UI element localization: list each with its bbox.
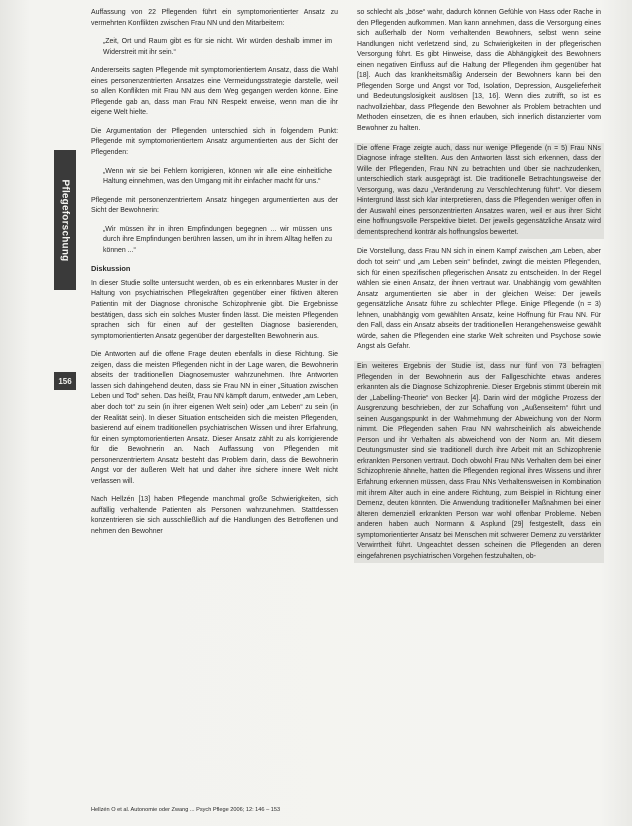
citation-footer: Hellzén O et al. Autonomie oder Zwang ... Psych Pflege 2006; 12: 146 – 153 bbox=[91, 807, 281, 813]
paragraph: Nach Hellzén [13] haben Pflegende manchmal große Schwierigkeiten, sich auffällig verhaltende Patienten als Personen wahrzunehmen. Stattdessen konzentrieren sie sich ausschließlich auf die Handlungen des Betroffenen und nehmen den Bewohner bbox=[91, 496, 338, 535]
section-tab bbox=[54, 150, 76, 290]
section-tab-label: Pflegeforschung bbox=[59, 179, 71, 261]
section-heading: Diskussion bbox=[91, 264, 131, 274]
right-column bbox=[357, 8, 601, 563]
left-column bbox=[91, 8, 338, 538]
paragraph: Pflegende mit personenzentriertem Ansatz hingegen argumentierten aus der Sicht der Bewohnerin: bbox=[91, 196, 338, 215]
quote: „Wir müssen ihr in ihren Empfindungen begegnen ... wir müssen uns durch ihre Empfindungen berühren lassen, um ihr in ihrem Alltag helfen zu können ...“ bbox=[103, 225, 332, 254]
paragraph: Andererseits sagten Pflegende mit symptomorientiertem Ansatz, dass die Wahl eines personenzentrierten Ansatzes eine Vermeidungsstrategie darstelle, weil so allen Konflikten mit Frau NN aus dem Weg gegangen werden könne. Eine Pflegende gab an, dass man Frau NN Respekt erweise, wenn man die ihr eigene Welt hielte. bbox=[91, 67, 338, 117]
paragraph: Auffassung von 22 Pflegenden führt ein symptomorientierter Ansatz zu vermehrten Konflikten zwischen Frau NN und den Mitarbeitern: bbox=[91, 9, 338, 27]
quote: „Wenn wir sie bei Fehlern korrigieren, können wir alle eine einheitliche Haltung einnehmen, was den Umgang mit ihr einfacher macht für uns.“ bbox=[103, 167, 332, 186]
paragraph: In dieser Studie sollte untersucht werden, ob es ein erkennbares Muster in der Haltung von psychiatrischen Pflegekräften gegenüber einer fiktiven älteren Patientin mit der Diagnose chronische Schizophrenie gibt. Die Ergebnisse bestätigen, dass sich ein solches Muster finden lässt. Die meisten Pflegenden sprachen sich für einen auf der gestellten Diagnose basierenden, symptomorientierten Ansatz gegenüber der dargestellten Bewohnerin aus. bbox=[91, 279, 338, 340]
quote: „Zeit, Ort und Raum gibt es für sie nicht. Wir würden deshalb immer im Widerstreit mit ihr sein.“ bbox=[103, 38, 332, 56]
highlighted-paragraph: Die offene Frage zeigte auch, dass nur wenige Pflegende (n = 5) Frau NNs Diagnose infrage stellten. Aus den Antworten lässt sich erkennen, dass der Wille der Pflegenden, Frau NN zu betrachten und über sie nachzudenken, unterschiedlich stark ausgeprägt ist. Die traditionelle Betrachtungsweise der Versorgung, was dazu „Veränderung zu Verschlechterung führt“. Vor diesem Hintergrund lässt sich klar interpretieren, dass die Pflegenden weniger offen in der Auswahl eines personzentrierten Ansatzes waren, weil er aus ihrer Sicht eine hoffnungsvolle Perspektive bietet. Der jeweils gegensätzliche Ansatz wird dementsprechend konträr als hoffnungslos bewertet. bbox=[354, 143, 604, 240]
paragraph: Die Argumentation der Pflegenden unterschied sich in folgendem Punkt: Pflegende mit symptomorientiertem Ansatz argumentierten aus der Sicht der Pflegenden: bbox=[91, 127, 338, 157]
page-number: 156 bbox=[54, 372, 76, 390]
paragraph: Die Antworten auf die offene Frage deuten ebenfalls in diese Richtung. Sie zeigen, dass die meisten Pflegenden nicht in der Lage waren, die Bewohnerin abseits der traditionellen Diagnosemuster wahrzunehmen. Ihre Antworten lassen sich dahingehend deuten, dass sie Frau NN in einer „Situation zwischen Leben und Tod“ sehen. Das heißt, Frau NN kämpft darum, entweder „am Leben, aber doch tot“ zu sein (in ihrer eigenen Welt sein) oder „am Leben“ zu sein (in der Realität sein). In dieser Situation entscheiden sich die meisten Pflegenden, basierend auf einem traditionellen psychiatrischen Wissen und ihrer Erfahrung, für einen symptomorientierten Ansatz. Dieser Ansatz zählt zu als korrigierende für die Bewohnerin an. Nach Auffassung von Pflegenden mit personenzentriertem Ansatz besteht das Problem darin, dass die Bewohnerin Angst vor der äußeren Welt hat und daher ihre sichere innere Welt nicht verlassen will. bbox=[91, 351, 338, 485]
paragraph: so schlecht als „böse“ wahr, dadurch können Gefühle von Hass oder Rache in den Pflegenden aufkommen. Man kann annehmen, dass die Versorgung eines sich außerhalb der Norm verhaltenden Bewohners, selbst wenn seine Handlungen nicht verletzend sind, zu Schwierigkeiten in der pflegerischen Versorgung führt. Es gibt Hinweise, dass die Abhängigkeit des Bewohners einen negativen Einfluss auf die Haltung der Pflegenden ihm gegenüber hat [18]. Auch das krankheitsmäßig Andersein der Bewohners kann bei den Pflegenden Sorge und Angst vor Tod, Isolation, Depression, Ausgelieferheit und Bedeutungslosigkeit auslösen [13, 16]. Wenn dies zutrifft, so ist es nachvollziehbar, dass Pflegende den Bewohner als Problem betrachten und Methoden einsetzen, die es ihnen erlauben, sich innerlich distanzierter vom Bewohner zu halten. bbox=[357, 9, 601, 133]
highlighted-paragraph: Ein weiteres Ergebnis der Studie ist, dass nur fünf von 73 befragten Pflegenden in der Bewohnerin aus der Fallgeschichte etwas anderes erkannten als die Diagnose Schizophrenie. Dieser Ergebnis stimmt überein mit der „Labelling-Theorie“ von Becker [4]. Darin wird der mögliche Prozess der Ausgrenzung beschrieben, der zur Schaffung von „Außenseitern“ führt und seinen Ausgangspunkt in der Wahrnehmung der Abweichung von der Norm nimmt. Die Pflegenden sahen Frau NN wahrscheinlich als abweichende Person und ihr Verhalten als abweichend von der Norm an. Mit diesem Deutungsmuster sind sie traditionell durch ihre Arbeit mit an Schizophrenie erkrankten Personen vertraut. Doch obwohl Frau NNs Verhalten dem bei einer Schizophrenie ähnelte, hatten die Pflegenden regional ihres Wissens und ihrer Erfahrung erkennen müssen, dass Frau NNs Verhaltensweisen in Kombination mit ihrem Alter auch in eine andere Richtung, zum Beispiel in Richtung einer Demenz, deuten könnten. Die Anwendung traditioneller Maßnahmen bei einer älteren demenziell erkrankten Person war wohl offenbar Probleme. Neben anderen haben auch Normann & Asplund [29] festgestellt, dass ein symptomorientierter Ansatz bei Menschen mit schwerer Demenz zu verstärkter Verwirrtheit führt. Ungeachtet dessen scheinen die Pflegenden an deren eingefahrenen psychiatrischen Vorgehen festzuhalten, ob- bbox=[354, 361, 604, 563]
paragraph: Die Vorstellung, dass Frau NN sich in einem Kampf zwischen „am Leben, aber doch tot sein“ und „am Leben sein“ befindet, zwingt die meisten Pflegenden, sich für einen spezifischen pflegerischen Ansatz zu entscheiden. In der Regel wählen sie einen Ansatz, der ihnen vertraut war. Unabhängig vom gewählten Ansatz argumentierten sie aber in der gleichen Weise: Der jeweils gegensätzliche Ansatz führe zu schlechter Pflege. Einige Pflegende (n = 3) lehnen, unabhängig vom gewählten Ansatz, keine Hoffnung für Frau NN. Für den Fall, dass ein Ansatz abseits der traditionellen Herangehensweise gewählt würde, sahen die Pflegenden eine starke Welt schreiten und Psychose sowie Angst als Gefahr. bbox=[357, 248, 601, 351]
